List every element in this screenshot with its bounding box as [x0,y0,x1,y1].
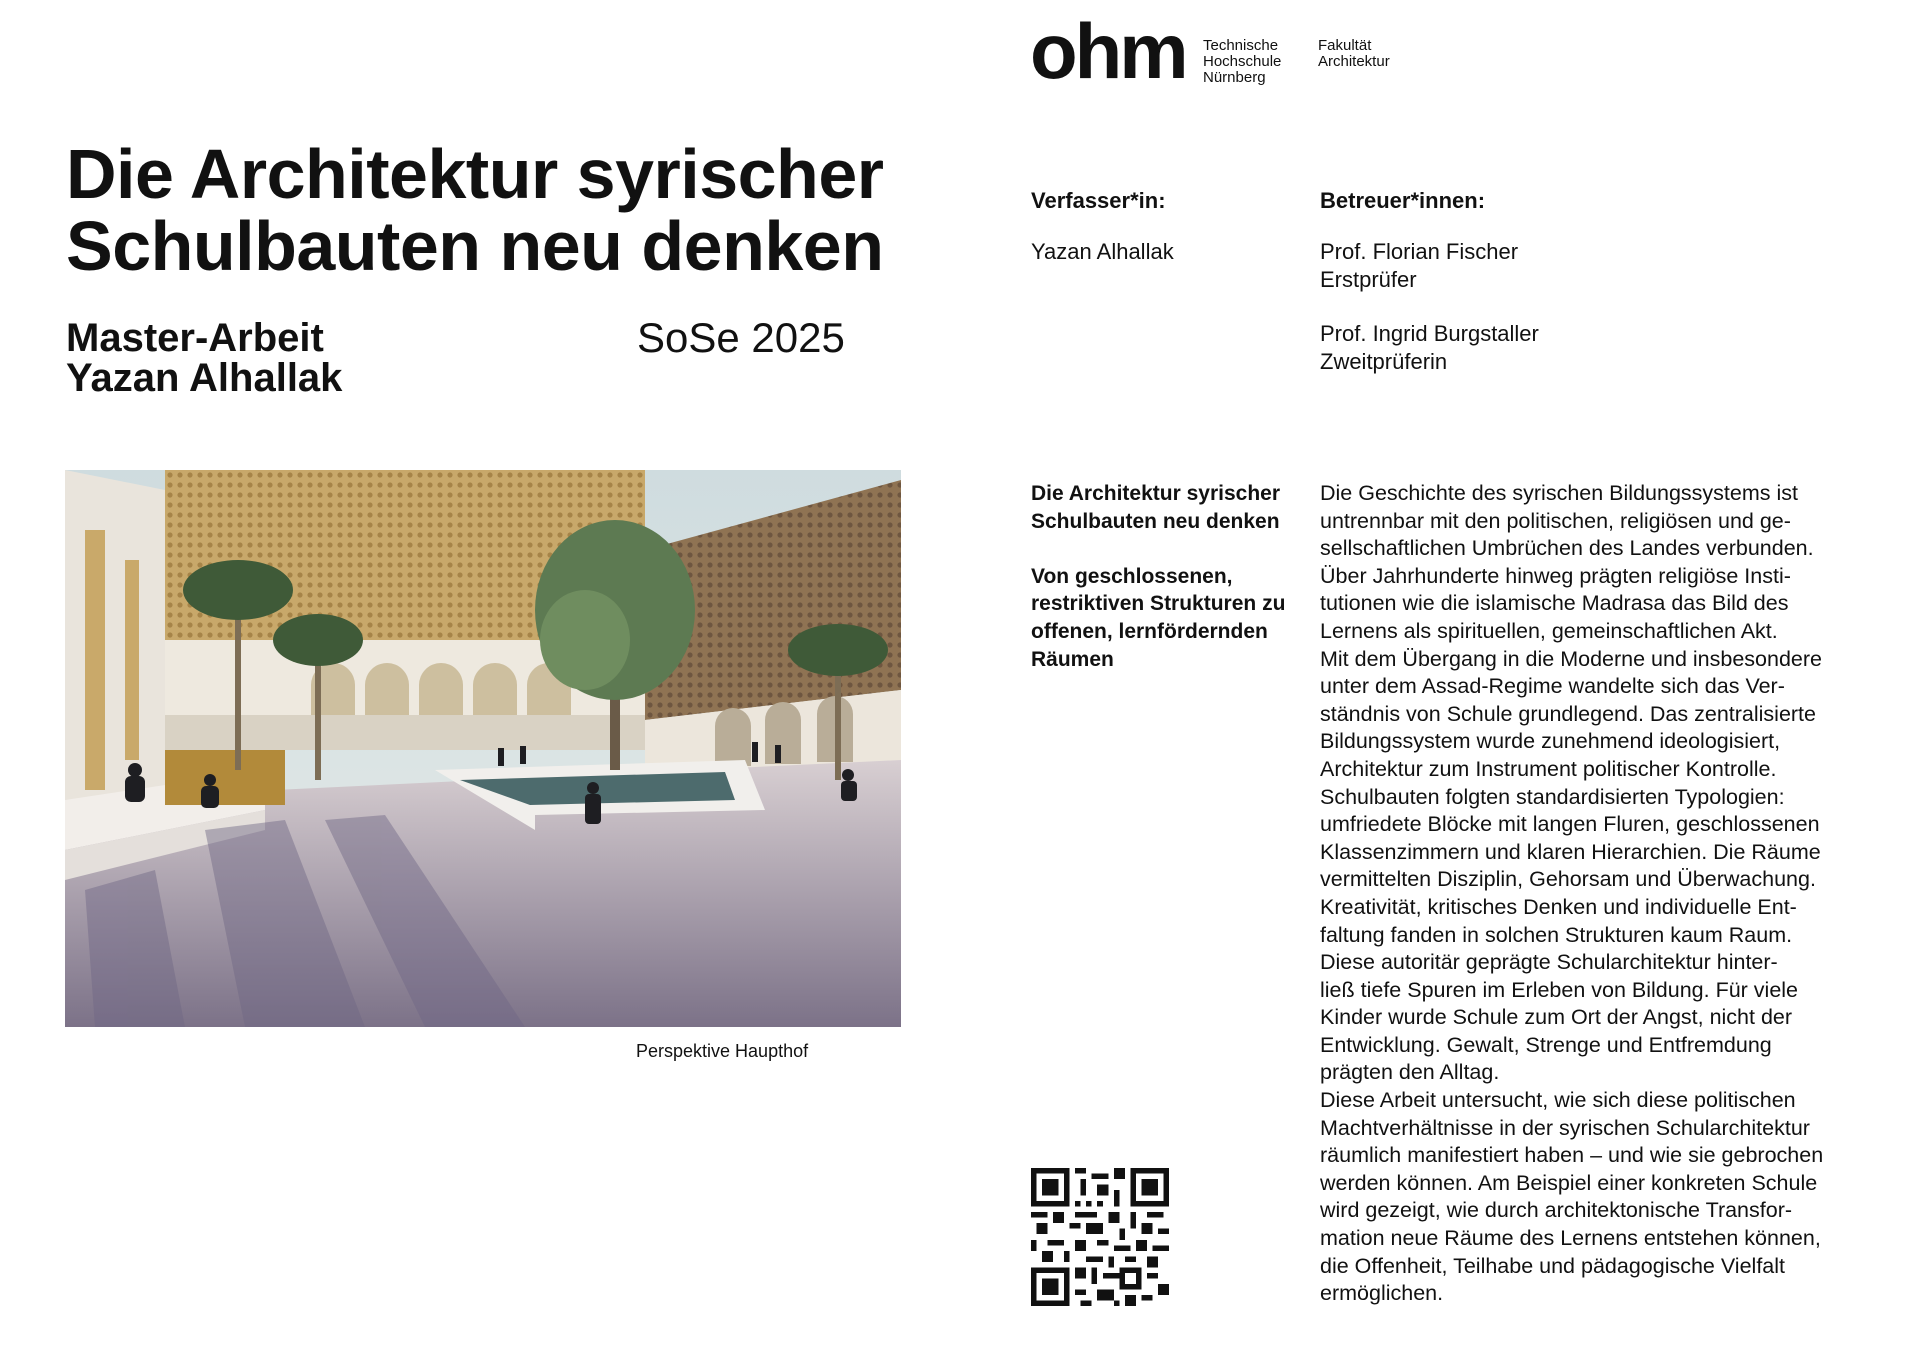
subtitle-line: Master-Arbeit [66,316,324,360]
faculty-name [1318,38,1390,70]
second-supervisor [1320,320,1539,376]
title-line: Schulbauten neu denken [66,207,884,285]
first-supervisor [1320,238,1518,294]
body-line: Bildungssystem wurde zunehmend ideologisiert, [1320,729,1781,754]
body-line: ließ tiefe Spuren im Erleben von Bildung. Für viele [1320,977,1799,1002]
body-line: Diese Arbeit untersucht, wie sich diese politischen [1320,1088,1796,1113]
supervisors-label: Betreuer*innen: [1320,188,1486,213]
image-caption: Perspektive Haupthof [636,1041,809,1061]
body-line: werden können. Am Beispiel einer konkreten Schule [1320,1170,1818,1195]
body-line: sellschaftlichen Umbrüchen des Landes verbunden. [1320,536,1814,561]
body-line: Diese autoritär geprägte Schularchitektur hinter- [1320,950,1778,975]
body-line: ständnis von Schule grundlegend. Das zentralisierte [1320,701,1816,726]
body-line: umfriedete Blöcke mit langen Fluren, geschlossenen [1320,812,1820,837]
author-name: Yazan Alhallak [1031,239,1174,264]
body-line: Die Geschichte des syrischen Bildungssystems ist [1320,481,1798,505]
ohm-logo: ohm [1030,7,1186,95]
abstract-heading: Die Architektur syrischer Schulbauten neu denken [1031,482,1280,533]
body-line: Kreativität, kritisches Denken und individuelle Ent- [1320,894,1797,919]
institution-line: Technische [1203,37,1279,54]
body-line: faltung fanden in solchen Strukturen kaum Raum. [1320,922,1793,947]
body-line: Entwicklung. Gewalt, Strenge und Entfremdung [1320,1032,1772,1057]
supervisor-role: Zweitprüferin [1320,349,1448,374]
abstract-body [1320,480,1900,1308]
body-line: untrennbar mit den politischen, religiösen und ge- [1320,508,1791,533]
abstract-heading-block [1031,480,1301,673]
institution-line: Nürnberg [1203,69,1266,86]
abstract-subheading: Von geschlossenen, restriktiven Strukturen zu offenen, lernfördernden Räumen [1031,564,1286,671]
page-title [66,135,884,285]
supervisor-name: Prof. Florian Fischer [1320,239,1519,264]
body-line: Kinder wurde Schule zum Ort der Angst, nicht der [1320,1005,1793,1030]
faculty-line: Architektur [1318,53,1390,70]
body-line: Lernens als spirituellen, gemeinschaftlichen Akt. [1320,618,1778,643]
body-line: mation neue Räume des Lernens entstehen können, [1320,1226,1821,1251]
subtitle-line: Yazan Alhallak [66,356,343,400]
body-line: Machtverhältnisse in der syrischen Schularchitektur [1320,1115,1810,1140]
qr-code[interactable] [1031,1168,1169,1306]
body-line: Architektur zum Instrument politischer Kontrolle. [1320,756,1777,781]
subtitle [66,318,342,398]
body-line: Mit dem Übergang in die Moderne und insbesondere [1320,646,1822,671]
author-label: Verfasser*in: [1031,188,1166,213]
body-line: vermittelten Disziplin, Gehorsam und Überwachung. [1320,867,1816,892]
institution-line: Hochschule [1203,53,1282,70]
body-line: Schulbauten folgten standardisierten Typologien: [1320,784,1785,809]
body-line: unter dem Assad-Regime wandelte sich das Ver- [1320,674,1785,699]
body-line: Über Jahrhunderte hinweg prägten religiöse Insti- [1320,563,1791,588]
supervisor-role: Erstprüfer [1320,267,1417,292]
body-line: prägten den Alltag. [1320,1060,1500,1085]
supervisor-name: Prof. Ingrid Burgstaller [1320,321,1539,346]
body-line: räumlich manifestiert haben – und wie sie gebrochen [1320,1143,1824,1168]
body-line: tutionen wie die islamische Madrasa das Bild des [1320,591,1789,616]
body-line: Klassenzimmern und klaren Hierarchien. Die Räume [1320,839,1821,864]
semester-label: SoSe 2025 [637,314,845,361]
courtyard-rendering [65,470,901,1027]
body-line: die Offenheit, Teilhabe und pädagogische Vielfalt [1320,1253,1786,1278]
title-line: Die Architektur syrischer [66,135,884,213]
body-line: ermöglichen. [1320,1281,1444,1306]
faculty-line: Fakultät [1318,37,1372,54]
body-line: wird gezeigt, wie durch architektonische Transfor- [1320,1198,1793,1223]
institution-name [1203,38,1281,86]
